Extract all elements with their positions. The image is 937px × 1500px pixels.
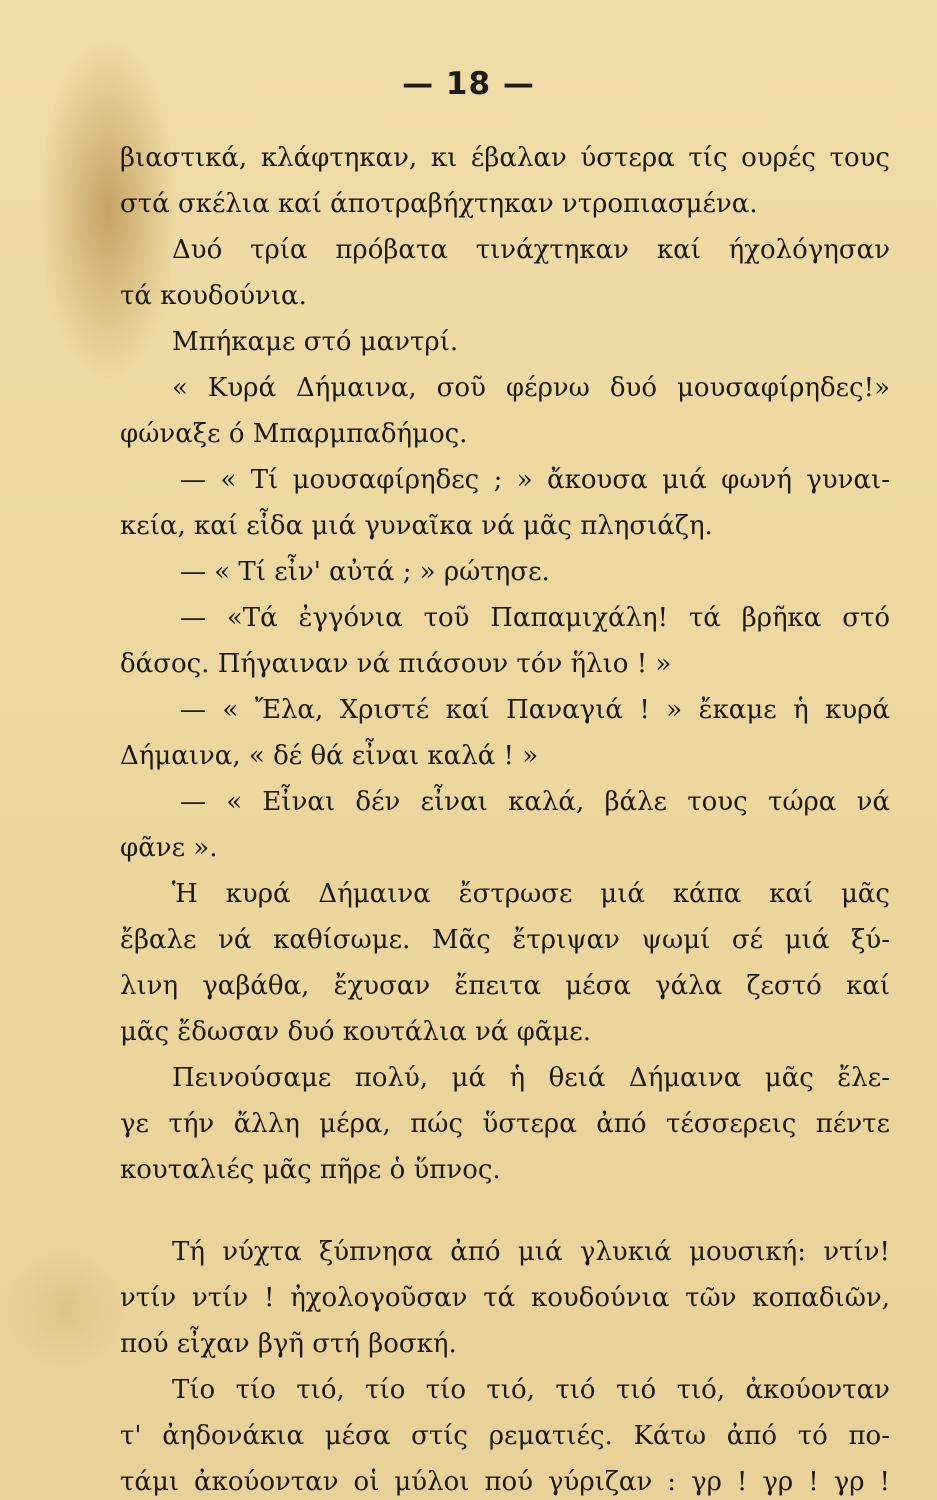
page-number: — 18 — (402, 66, 535, 102)
text-line: τάμι ἀκούονταν οἱ μύλοι πού γύριζαν : γρ ! γρ ! γρ ! (120, 1467, 890, 1497)
text-line: πού εἶχαν βγῆ στή βοσκή. (120, 1329, 457, 1359)
text-line: ἔβαλε νά καθίσωμε. Μᾶς ἔτριψαν ψωμί σέ μιά ξύ- (120, 925, 890, 955)
text-line: « Κυρά Δήμαινα, σοῦ φέρνω δυό μουσαφίρηδες!» (172, 373, 890, 403)
text-line: — « Τί μουσαφίρηδες ; » ἄκουσα μιά φωνή γυναι- (180, 465, 890, 495)
text-line: Ἡ κυρά Δήμαινα ἔστρωσε μιά κάπα καί μᾶς (172, 879, 890, 909)
text-line: — «Τά ἐγγόνια τοῦ Παπαμιχάλη! τά βρῆκα στό (180, 603, 890, 633)
text-line: Τίο τίο τιό, τίο τίο τιό, τιό τιό τιό, ἀκούονταν (172, 1375, 890, 1405)
text-line: γε τήν ἄλλη μέρα, πώς ὕστερα ἀπό τέσσερεις πέντε (120, 1109, 890, 1139)
text-line: Δήμαινα, « δέ θά εἶναι καλά ! » (120, 741, 539, 771)
text-line: τ' ἀηδονάκια μέσα στίς ρεματιές. Κάτω ἀπό τό πο- (120, 1421, 890, 1451)
text-line: στά σκέλια καί άποτραβήχτηκαν ντροπιασμένα. (120, 189, 758, 219)
section-break (120, 1193, 890, 1229)
text-line: Τή νύχτα ξύπνησα ἀπό μιά γλυκιά μουσική: ντίν! (172, 1237, 890, 1267)
text-line: Μπήκαμε στό μαντρί. (172, 327, 459, 357)
text-line: Πεινούσαμε πολύ, μά ἡ θειά Δήμαινα μᾶς ἔλε- (172, 1063, 890, 1093)
text-line: — « Τί εἶν' αὐτά ; » ρώτησε. (180, 557, 550, 587)
text-line: κεία, καί εἶδα μιά γυναῖκα νά μᾶς πλησιάζη. (120, 511, 713, 541)
text-line: μᾶς ἔδωσαν δυό κουτάλια νά φᾶμε. (120, 1017, 592, 1047)
text-line: βιαστικά, κλάφτηκαν, κι έβαλαν ύστερα τίς ουρές τους (120, 143, 890, 173)
text-line: ντίν ντίν ! ἠχολογοῦσαν τά κουδούνια τῶν κοπαδιῶν, (120, 1283, 890, 1313)
text-line: τά κουδούνια. (120, 281, 307, 311)
text-line: δάσος. Πήγαιναν νά πιάσουν τόν ἥλιο ! » (120, 649, 672, 679)
text-line: — « Ἔλα, Χριστέ καί Παναγιά ! » ἔκαμε ἡ κυρά (180, 695, 890, 725)
text-line: — « Εἶναι δέν εἶναι καλά, βάλε τους τώρα νά (180, 787, 890, 817)
text-line: Δυό τρία πρόβατα τινάχτηκαν καί ήχολόγησαν (172, 235, 890, 265)
text-line: φᾶνε ». (120, 833, 218, 863)
body-text (120, 135, 890, 1500)
text-line: κουταλιές μᾶς πῆρε ὁ ὕπνος. (120, 1155, 501, 1185)
text-line: λινη γαβάθα, ἔχυσαν ἔπειτα μέσα γάλα ζεστό καί (120, 971, 890, 1001)
text-line: φώναξε ό Μπαρμπαδήμος. (120, 419, 468, 449)
